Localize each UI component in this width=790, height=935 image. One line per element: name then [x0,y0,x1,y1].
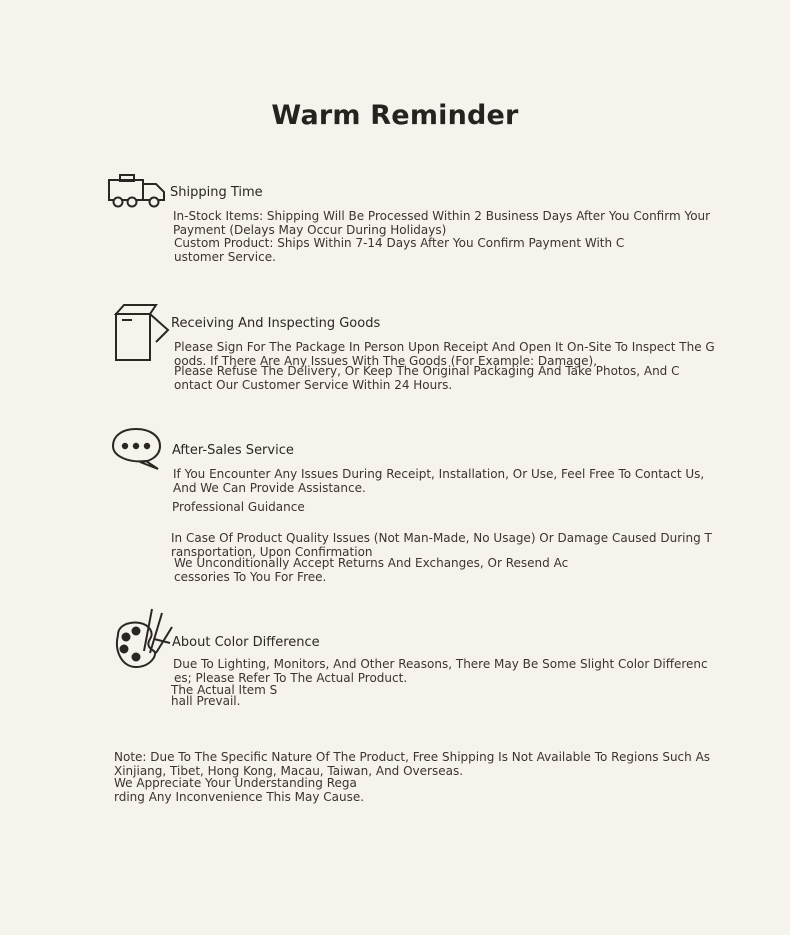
section-paragraph: Please Refuse The Delivery, Or Keep The Original Packaging And Take Photos, And C ontact Our Customer Service Within 24 Hours. [174,364,680,392]
page-title: Warm Reminder [271,100,519,131]
section-paragraph: Due To Lighting, Monitors, And Other Reasons, There May Be Some Slight Color Differenc es; Please Refer To The Actual Product. [173,657,708,685]
section-paragraph: If You Encounter Any Issues During Receipt, Installation, Or Use, Feel Free To Contact Us, And We Can Provide Assistance. [173,467,705,495]
palette-icon [110,605,180,675]
section-heading-shipping: Shipping Time [170,185,263,200]
section-paragraph: Please Sign For The Package In Person Upon Receipt And Open It On-Site To Inspect The G oods. If There Are Any Issues With The Goods (For Example: Damage), [174,340,715,368]
section-heading-color-difference: About Color Difference [172,635,320,650]
section-paragraph: Custom Product: Ships Within 7-14 Days After You Confirm Payment With C ustomer Service. [174,236,625,264]
truck-icon [106,172,168,210]
appreciation-note: We Appreciate Your Understanding Rega rding Any Inconvenience This May Cause. [114,776,365,804]
section-paragraph: In Case Of Product Quality Issues (Not Man-Made, No Usage) Or Damage Caused During T ransportation, Upon Confirmation [171,531,712,559]
section-heading-after-sales: After-Sales Service [172,443,294,458]
chat-bubble-icon [110,427,166,473]
section-paragraph: Professional Guidance [172,500,305,514]
section-paragraph: We Unconditionally Accept Returns And Exchanges, Or Resend Ac cessories To You For Free. [174,556,569,584]
shipping-note: Note: Due To The Specific Nature Of The Product, Free Shipping Is Not Available To Regions Such As Xinjiang, Tibet, Hong Kong, Macau, Taiwan, And Overseas. [114,750,711,778]
section-paragraph: The Actual Item S hall Prevail. [171,683,278,708]
section-heading-receiving: Receiving And Inspecting Goods [171,316,381,331]
section-paragraph: In-Stock Items: Shipping Will Be Processed Within 2 Business Days After You Confirm Your Payment (Delays May Occur During Holidays) [173,209,711,237]
package-icon [110,302,172,364]
